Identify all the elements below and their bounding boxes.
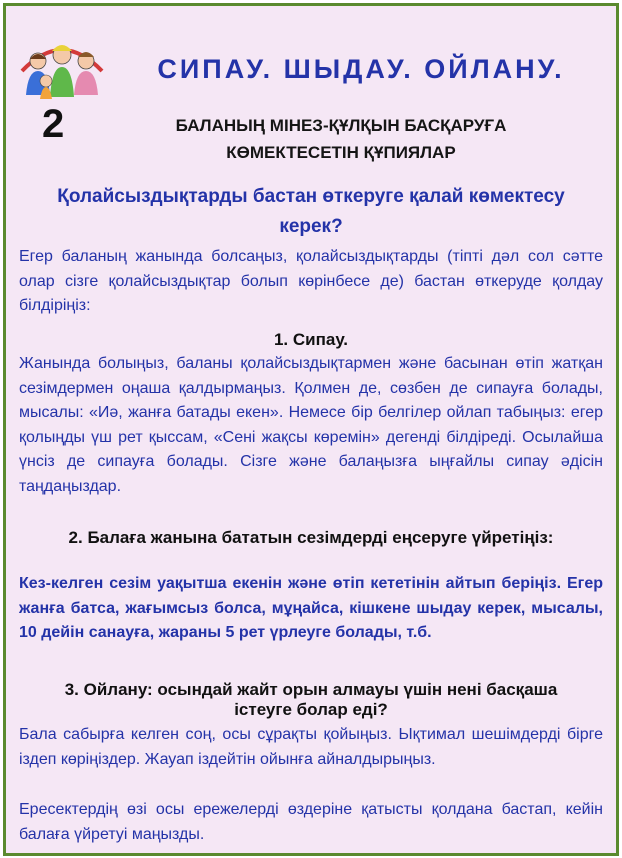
section-1-body: Жанында болыңыз, баланы қолайсыздықтармен және басынан өтіп жатқан сезімдермен оңаша қалдырмаңыз. Қолмен де, сөзбен де сипауға болады, мысалы: «Иә, жанға батады екен». Немесе бір белгілер ойлап табыңыз: егер қолыңды үш рет қыссам, «Сені жақсы көремін» дегенді білдіреді. Осылайша үнсіз де сипауға болады. Сізге және балаңызға ыңғайлы сипау әдісін таңдаңыздар. <box>19 355 603 495</box>
issue-number: 2 <box>42 102 65 146</box>
main-question: Қолайсыздықтарды бастан өткеруге қалай көмектесу керек? <box>57 186 565 237</box>
section-3-body: Бала сабырға келген соң, осы сұрақты қойыңыз. Ықтимал шешімдерді бірге іздеп көріңіздер. Жауап іздейтін ойынға айналдырыңыз. <box>19 726 603 768</box>
page-subtitle: БАЛАНЫҢ МІНЕЗ-ҚҰЛҚЫН БАСҚАРУҒА КӨМЕКТЕСЕТІН ҚҰПИЯЛАР <box>175 116 507 162</box>
section-3-note: Ересектердің өзі осы ережелерді өздеріне қатысты қолдана бастап, кейін балаға үйретуі маңызды. <box>19 801 603 843</box>
section-2-body: Кез-келген сезім уақытша екенін және өтіп кететінін айтып беріңіз. Егер жанға батса, жағымсыз болса, мұңайса, кішкене шыдау керек, мысалы, 10 дейін санауға, жараны 5 рет үрлеуге болады, т.б. <box>19 575 603 642</box>
section-3-heading: 3. Ойлану: осындай жайт орын алмауы үшін нені басқаша істеуге болар еді? <box>64 680 558 719</box>
family-drawing-icon <box>16 31 108 101</box>
page-title: СИПАУ. ШЫДАУ. ОЙЛАНУ. <box>157 54 565 84</box>
section-1-heading: 1. Сипау. <box>273 330 349 349</box>
poster <box>3 3 619 856</box>
section-2-heading: 2. Балаға жанына бататын сезімдерді еңсеруге үйретіңіз: <box>68 528 554 547</box>
intro-paragraph: Егер баланың жанында болсаңыз, қолайсыздықтарды (тіпті дәл сол сәтте олар сізге қолайсыздықтар болып көрінбесе де) бастан өткеруде қолдау білдіріңіз: <box>19 248 603 315</box>
